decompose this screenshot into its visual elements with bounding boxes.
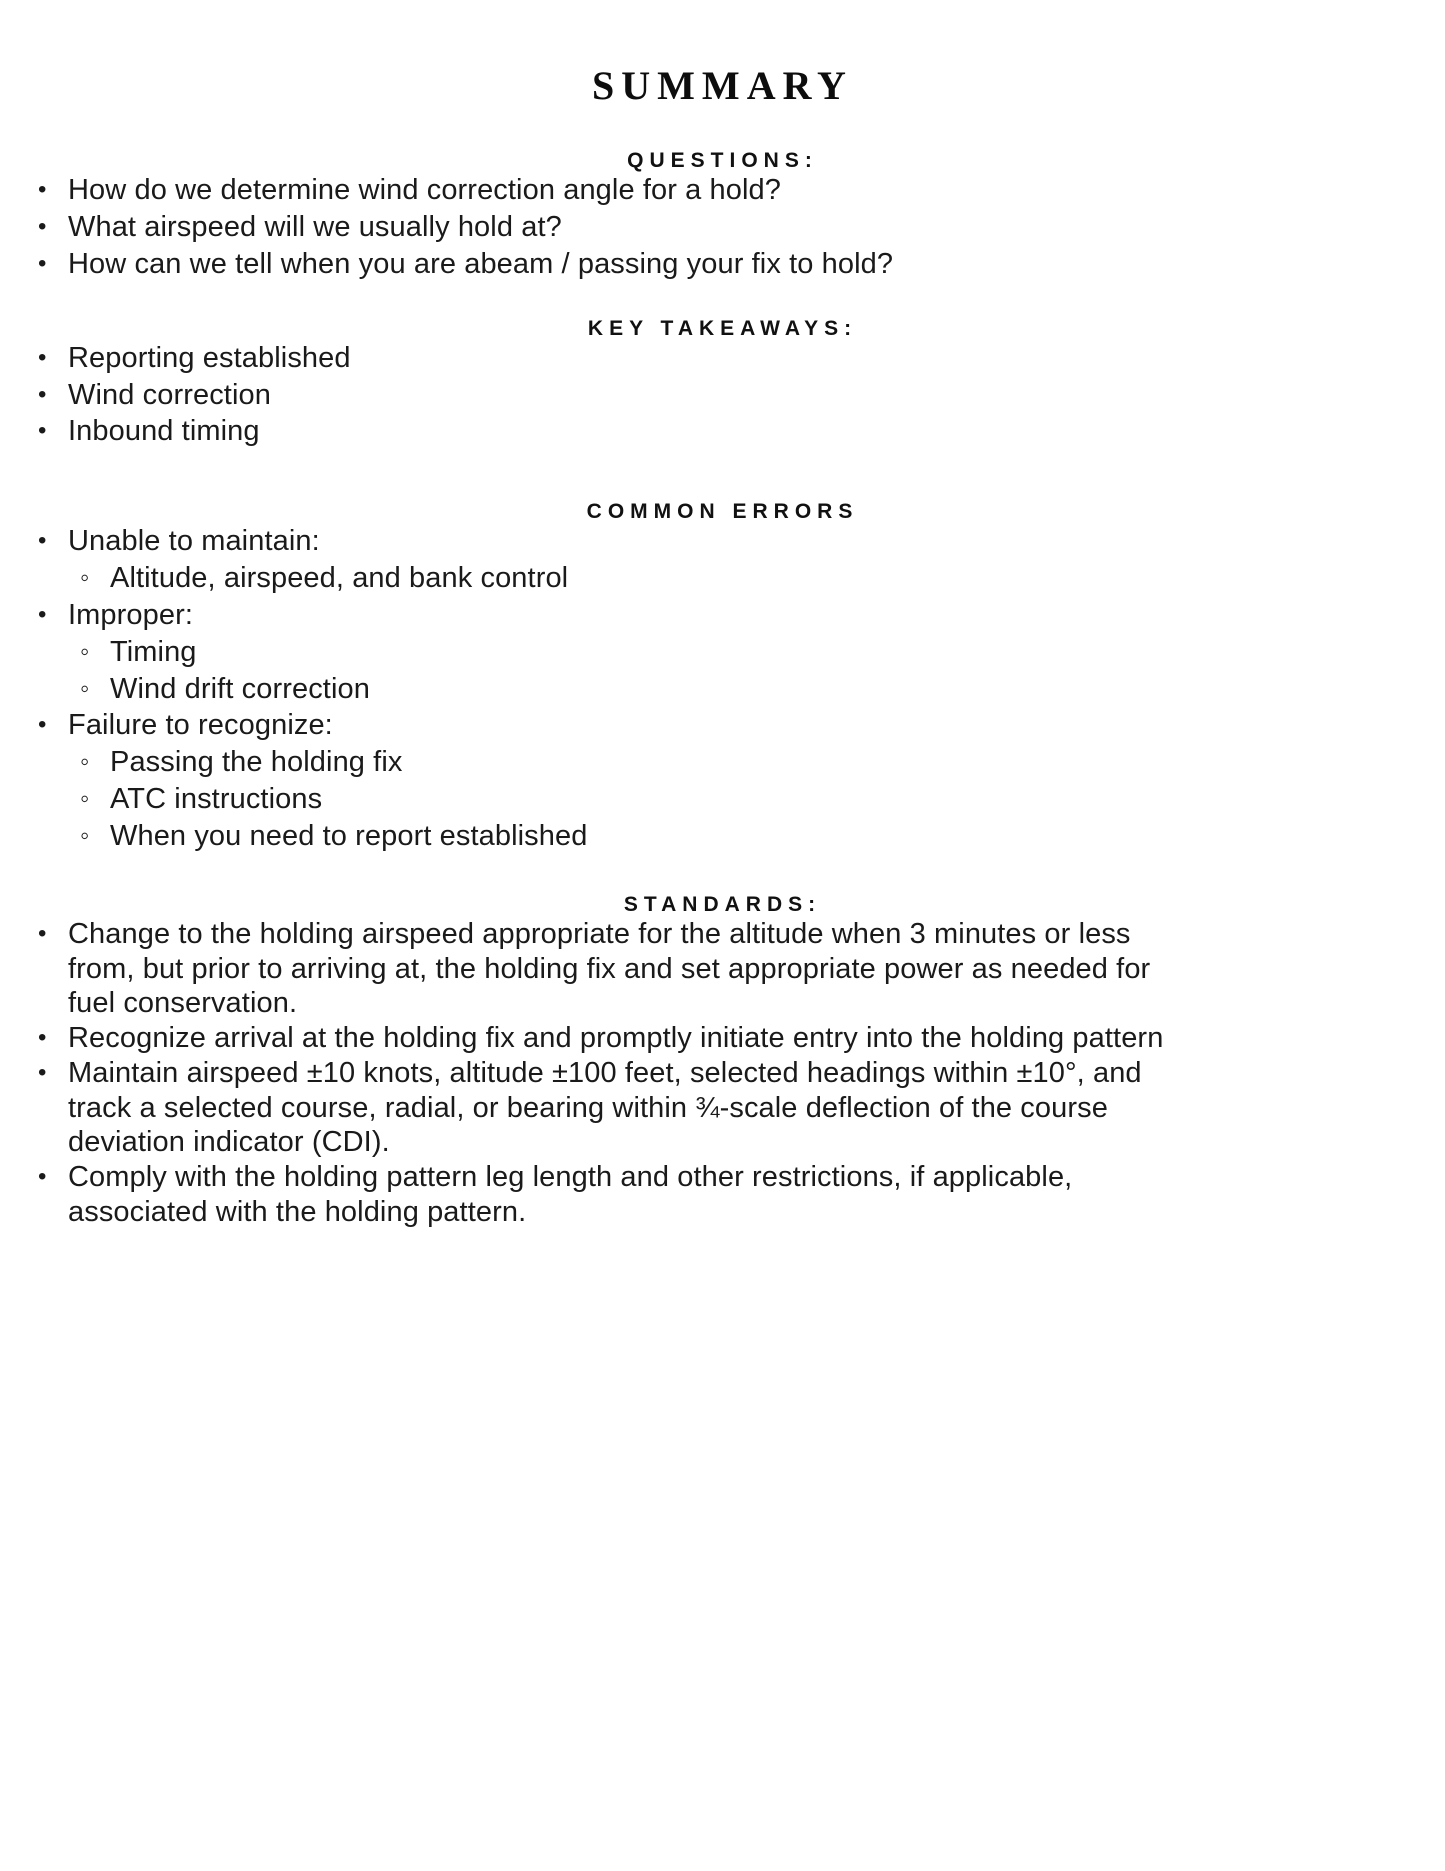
list-item-text: Maintain airspeed ±10 knots, altitude ±100 feet, selected headings within ±10°, and track a selected course, radial, or bearing within ¾-scale deflection of the course deviation indicator (CDI). — [68, 1056, 1142, 1159]
list-item-text: Inbound timing — [68, 415, 260, 448]
list-item — [0, 341, 1445, 376]
list-item — [0, 635, 1445, 670]
section-heading-standards: STANDARDS: — [623, 892, 822, 916]
list-item-text: ATC instructions — [110, 782, 323, 815]
list-item — [0, 819, 1445, 854]
page-title: SUMMARY — [592, 63, 853, 108]
list-item-text: Wind drift correction — [110, 672, 370, 705]
section-heading-questions: QUESTIONS: — [627, 149, 818, 172]
list-item-text: When you need to report established — [110, 819, 588, 852]
list-item — [0, 247, 1445, 282]
list-item-text: Improper: — [68, 598, 193, 631]
list-item — [0, 1160, 1445, 1230]
list-item — [0, 782, 1445, 817]
list-item — [0, 745, 1445, 780]
list-item-text: What airspeed will we usually hold at? — [68, 210, 562, 243]
list-item-text: Passing the holding fix — [110, 746, 403, 779]
list-item — [0, 598, 1445, 633]
key-takeaways-list — [0, 341, 1445, 449]
list-item-text: Failure to recognize: — [68, 709, 333, 742]
list-item — [0, 1056, 1445, 1160]
list-item — [0, 414, 1445, 449]
list-item-text: Comply with the holding pattern leg length and other restrictions, if applicable, associated with the holding pattern. — [68, 1161, 1073, 1229]
list-item — [0, 173, 1445, 208]
list-item-text: How do we determine wind correction angle for a hold? — [68, 174, 781, 207]
list-item-text: Wind correction — [68, 378, 271, 411]
list-item — [0, 1021, 1445, 1056]
list-item-text: Unable to maintain: — [68, 525, 320, 558]
list-item — [0, 210, 1445, 245]
list-item — [0, 917, 1445, 1021]
section-heading-common-errors: COMMON ERRORS — [586, 500, 859, 524]
list-item-text: Timing — [110, 635, 197, 668]
questions-list — [0, 173, 1445, 281]
list-item — [0, 708, 1445, 743]
list-item-text: Altitude, airspeed, and bank control — [110, 562, 569, 595]
section-heading-key-takeaways: KEY TAKEAWAYS: — [587, 316, 858, 340]
list-item-text: How can we tell when you are abeam / passing your fix to hold? — [68, 247, 894, 280]
list-item — [0, 672, 1445, 707]
list-item-text: Change to the holding airspeed appropriate for the altitude when 3 minutes or less from, but prior to arriving at, the holding fix and set appropriate power as needed for fuel conservation. — [68, 917, 1151, 1020]
list-item-text: Reporting established — [68, 341, 351, 374]
list-item — [0, 378, 1445, 413]
list-item — [0, 524, 1445, 559]
common-errors-list — [0, 524, 1445, 853]
list-item — [0, 561, 1445, 596]
list-item-text: Recognize arrival at the holding fix and promptly initiate entry into the holding pattern — [68, 1022, 1164, 1055]
standards-list — [0, 917, 1445, 1230]
